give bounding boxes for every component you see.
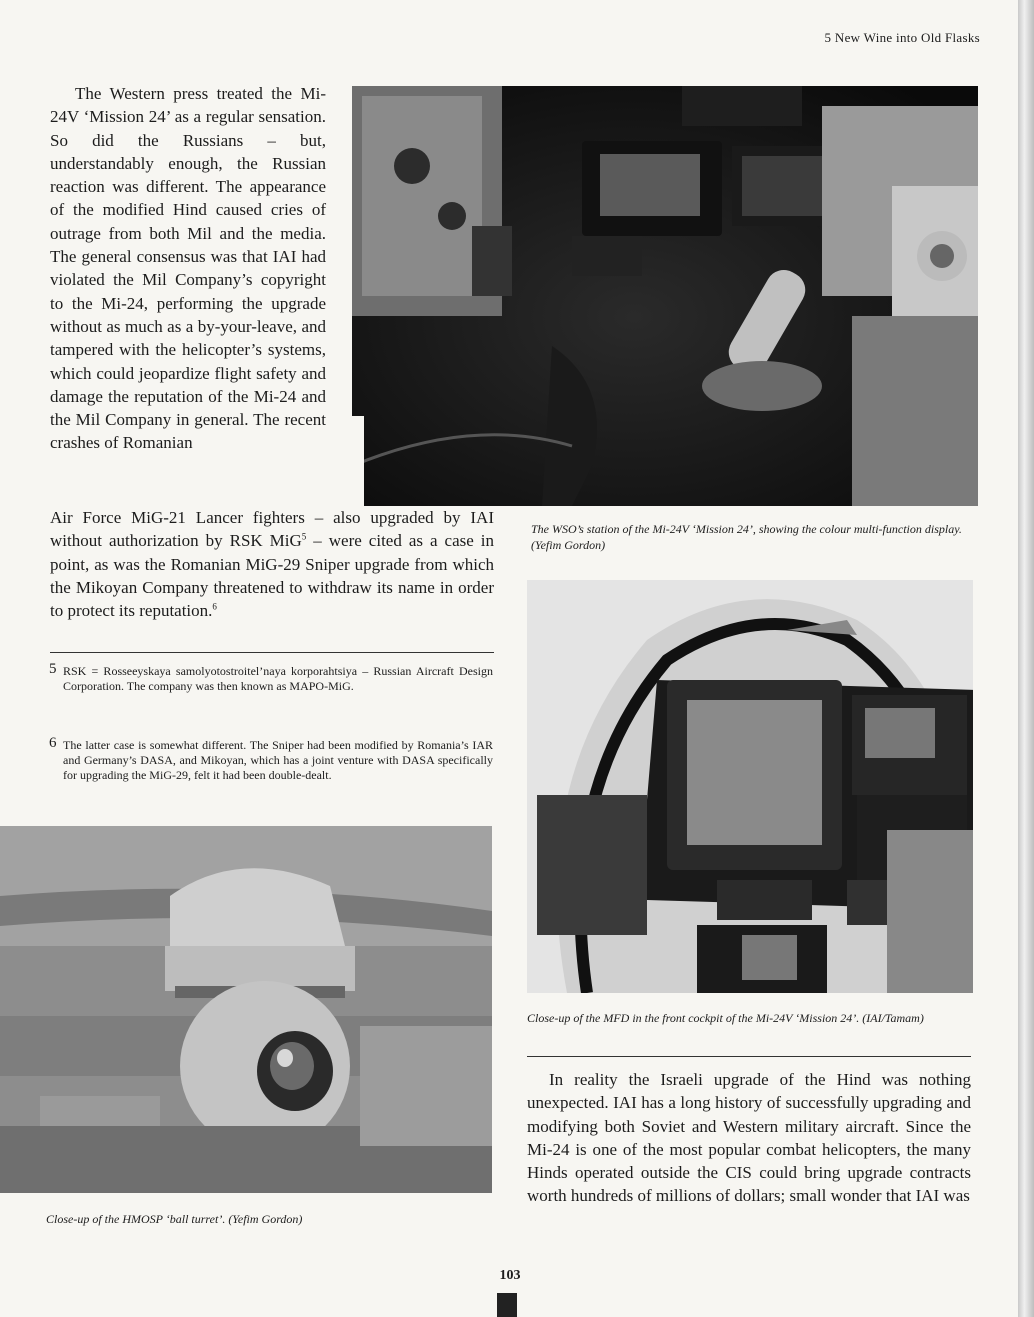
footnote-5-number: 5 <box>49 661 57 677</box>
caption-ball-turret: Close-up of the HMOSP ‘ball turret’. (Yefim Gordon) <box>46 1212 303 1226</box>
photo-mfd-front-cockpit <box>527 580 973 993</box>
paragraph-1-continued <box>50 506 494 622</box>
footnote-5 <box>49 661 493 694</box>
page-edge <box>1018 0 1034 1317</box>
page-tab-mark <box>497 1293 517 1317</box>
page-number: 103 <box>499 1268 521 1283</box>
footnote-rule <box>50 652 494 653</box>
caption-wso-station: The WSO’s station of the Mi-24V ‘Mission 24’, showing the colour multi-function display. (Yefim Gordon) <box>531 522 962 552</box>
photo-ball-turret <box>0 826 492 1193</box>
paragraph-1: The Western press treated the Mi-24V ‘Mission 24’ as a regular sensation. So did the Russians – but, understandably enough, the Russian reaction was different. The appearance of the modified Hind caused cries of outrage from both Mil and the media. The general consensus was that IAI had violated the Mil Company’s copyright to the Mi-24, performing the upgrade without as much as a by-your-leave, and tampered with the helicopter’s systems, which could jeopardize flight safety and damage the reputation of the Mi-24 and the Mil Company in general. The recent crashes of Romanian <box>50 84 326 453</box>
caption-rule <box>527 1056 971 1057</box>
footnote-5-text: RSK = Rosseeyskaya samolyotostroitel’naya korporahtsiya – Russian Aircraft Design Corporation. The company was then known as MAPO-MiG. <box>63 664 493 693</box>
paragraph-2: In reality the Israeli upgrade of the Hind was nothing unexpected. IAI has a long history of successfully upgrading and modifying both Soviet and Western military aircraft. Since the Mi-24 is one of the most popular combat helicopters, the many Hinds operated outside the CIS could bring upgrade contracts worth hundreds of millions of dollars; small wonder that IAI was <box>527 1070 971 1206</box>
running-head: 5 New Wine into Old Flasks <box>824 30 980 45</box>
footnote-ref-6: 6 <box>212 601 217 612</box>
footnote-6 <box>49 735 493 783</box>
photo-wso-station <box>352 86 978 506</box>
footnote-ref-5: 5 <box>301 531 307 542</box>
footnote-6-number: 6 <box>49 735 57 751</box>
paragraph-1-continued-a: Air Force MiG-21 Lancer fighters – also upgraded by IAI without authorization by RSK MiG <box>50 508 494 551</box>
paragraph-1-continued-b: – were cited as a case in point, as was the Romanian MiG-29 Sniper upgrade from which the Mikoyan Company threatened to withdraw its name in order to protect its reputation. <box>50 531 494 621</box>
footnote-6-text: The latter case is somewhat different. The Sniper had been modified by Romania’s IAR and Germany’s DASA, and Mikoyan, which has a joint venture with DASA specifically for upgrading the MiG-29, felt it had been double-dealt. <box>63 738 493 782</box>
caption-mfd-front-cockpit: Close-up of the MFD in the front cockpit of the Mi-24V ‘Mission 24’. (IAI/Tamam) <box>527 1011 924 1025</box>
